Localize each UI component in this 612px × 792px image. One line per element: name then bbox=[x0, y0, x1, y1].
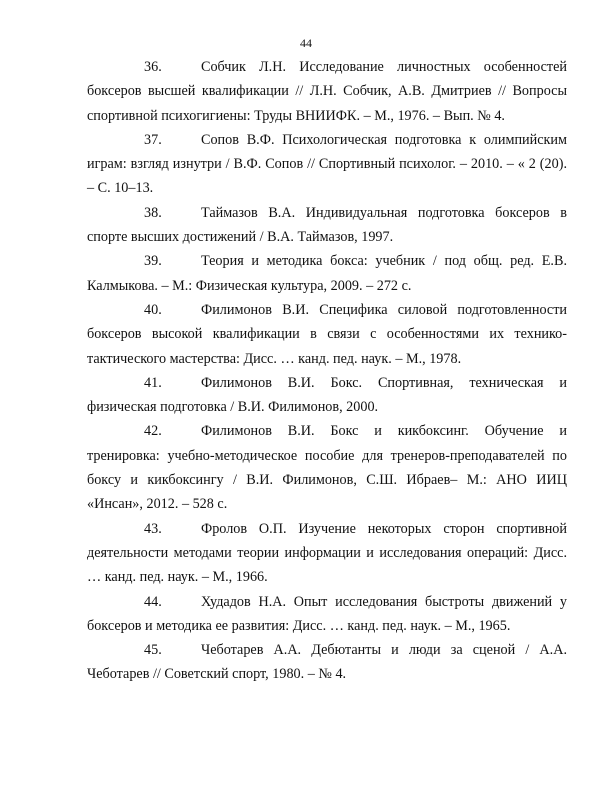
reference-item bbox=[87, 590, 567, 639]
reference-text: Худадов Н.А. Опыт исследования быстроты движений у боксеров и методика ее развития: Дисс. … канд. пед. наук. – М., 1965. bbox=[87, 593, 567, 634]
reference-number: 45. bbox=[144, 642, 162, 659]
reference-number: 36. bbox=[144, 59, 162, 75]
reference-text: Филимонов В.И. Бокс и кикбоксинг. Обучение и тренировка: учебно-методическое пособие для тренеров-преподавателей по боксу и кикбоксингу / В.И. Филимонов, С.Ш. Ибраев– М.: АНО ИИЦ «Инсан», 2012. – 528 с. bbox=[87, 423, 567, 513]
page-number: 44 bbox=[300, 36, 312, 50]
reference-number: 37. bbox=[144, 131, 162, 148]
reference-list bbox=[87, 55, 567, 687]
reference-item bbox=[87, 55, 567, 128]
reference-text: Чеботарев А.А. Дебютанты и люди за сценой / А.А. Чеботарев // Советский спорт, 1980. – № 4. bbox=[87, 642, 567, 683]
reference-item bbox=[87, 249, 567, 298]
reference-number: 42. bbox=[144, 423, 162, 440]
reference-number: 41. bbox=[144, 374, 162, 391]
reference-text: Теория и методика бокса: учебник / под общ. ред. Е.В. Калмыкова. – М.: Физическая культура, 2009. – 272 с. bbox=[87, 253, 567, 294]
reference-item bbox=[87, 298, 567, 371]
reference-number: 44. bbox=[144, 593, 162, 610]
reference-text: Сопов В.Ф. Психологическая подготовка к олимпийским играм: взгляд изнутри / В.Ф. Сопов // Спортивный психолог. – 2010. – « 2 (20). – С. 10–13. bbox=[87, 131, 567, 197]
reference-number: 39. bbox=[144, 253, 162, 270]
reference-item bbox=[87, 201, 567, 250]
reference-number: 38. bbox=[144, 204, 162, 221]
reference-text: Филимонов В.И. Специфика силовой подготовленности боксеров высокой квалификации в связи с особенностями их технико-тактического мастерства: Дисс. … канд. пед. наук. – М., 1978. bbox=[87, 301, 567, 367]
reference-item bbox=[87, 419, 567, 516]
reference-item bbox=[87, 517, 567, 590]
reference-item bbox=[87, 638, 567, 687]
reference-item bbox=[87, 128, 567, 201]
reference-text: Собчик Л.Н. Исследование личностных особенностей боксеров высшей квалификации // Л.Н. Собчик, А.В. Дмитриев // Вопросы спортивной психогигиены: Труды ВНИИФК. – М., 1976. – Вып. № 4. bbox=[87, 59, 567, 124]
reference-item bbox=[87, 371, 567, 420]
reference-text: Фролов О.П. Изучение некоторых сторон спортивной деятельности методами теории информации и исследования операций: Дисс. … канд. пед. наук. – М., 1966. bbox=[87, 520, 567, 586]
reference-number: 40. bbox=[144, 301, 162, 318]
reference-text: Филимонов В.И. Бокс. Спортивная, техническая и физическая подготовка / В.И. Филимонов, 2000. bbox=[87, 374, 567, 416]
reference-text: Таймазов В.А. Индивидуальная подготовка боксеров в спорте высших достижений / В.А. Таймазов, 1997. bbox=[87, 204, 567, 246]
reference-number: 43. bbox=[144, 520, 162, 537]
